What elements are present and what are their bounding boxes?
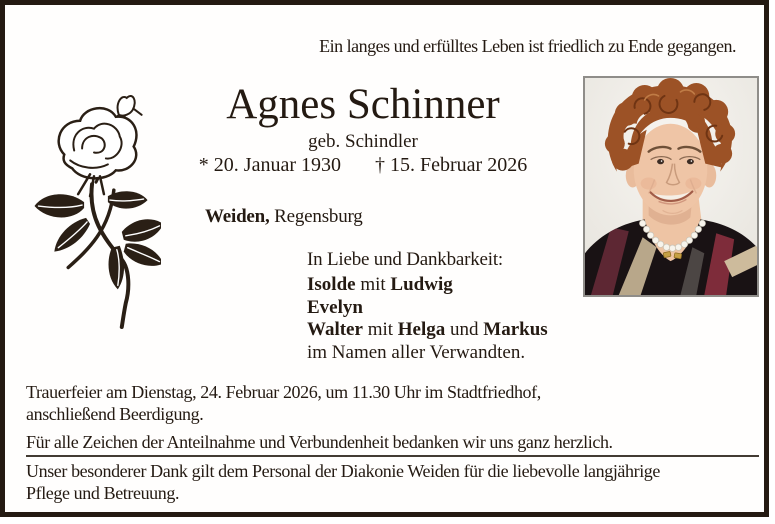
special-thanks-line-2: Pflege und Betreuung. [26,483,180,503]
mourner-line [307,319,548,342]
birth-date: * 20. Januar 1930 [198,154,341,176]
separator-line [26,455,759,457]
maiden-name: geb. Schindler [308,131,418,152]
mourner-name: Isolde [307,274,356,295]
mourner-name: Evelyn [307,296,363,318]
places-line [205,206,363,228]
portrait-image [585,78,757,295]
mourners-closing: im Namen aller Verwandten. [307,341,526,363]
conjunction: und [450,319,479,340]
dedication-intro: In Liebe und Dankbarkeit: [307,249,504,270]
conjunction: mit [367,319,394,340]
life-dates [163,154,563,177]
thanks-line: Für alle Zeichen der Anteilnahme und Verbundenheit bedanken wir uns ganz herzlich. [26,432,613,452]
residence-primary: Weiden, [205,206,270,227]
mourners-list [307,274,548,364]
mourner-line [307,297,548,320]
portrait-photo [583,76,759,297]
mourner-name: Markus [483,319,548,340]
epigraph-text: Ein langes und erfülltes Leben ist friedlich zu Ende gegangen. [319,36,736,56]
special-thanks-line-1: Unser besonderer Dank gilt dem Personal der Diakonie Weiden für die liebevolle langjährige [26,461,660,481]
mourner-name: Helga [397,319,446,340]
residence-secondary: Regensburg [274,206,363,227]
mourner-name: Walter [307,319,363,340]
service-line-2: anschließend Beerdigung. [26,404,204,424]
deceased-name: Agnes Schinner [226,81,500,128]
death-date: † 15. Februar 2026 [375,154,528,176]
service-line-1: Trauerfeier am Dienstag, 24. Februar 2026, um 11.30 Uhr im Stadtfriedhof, [26,382,541,402]
mourner-line [307,274,548,297]
conjunction: mit [360,274,386,295]
rose-illustration [29,91,161,329]
mourner-name: Ludwig [390,274,453,295]
